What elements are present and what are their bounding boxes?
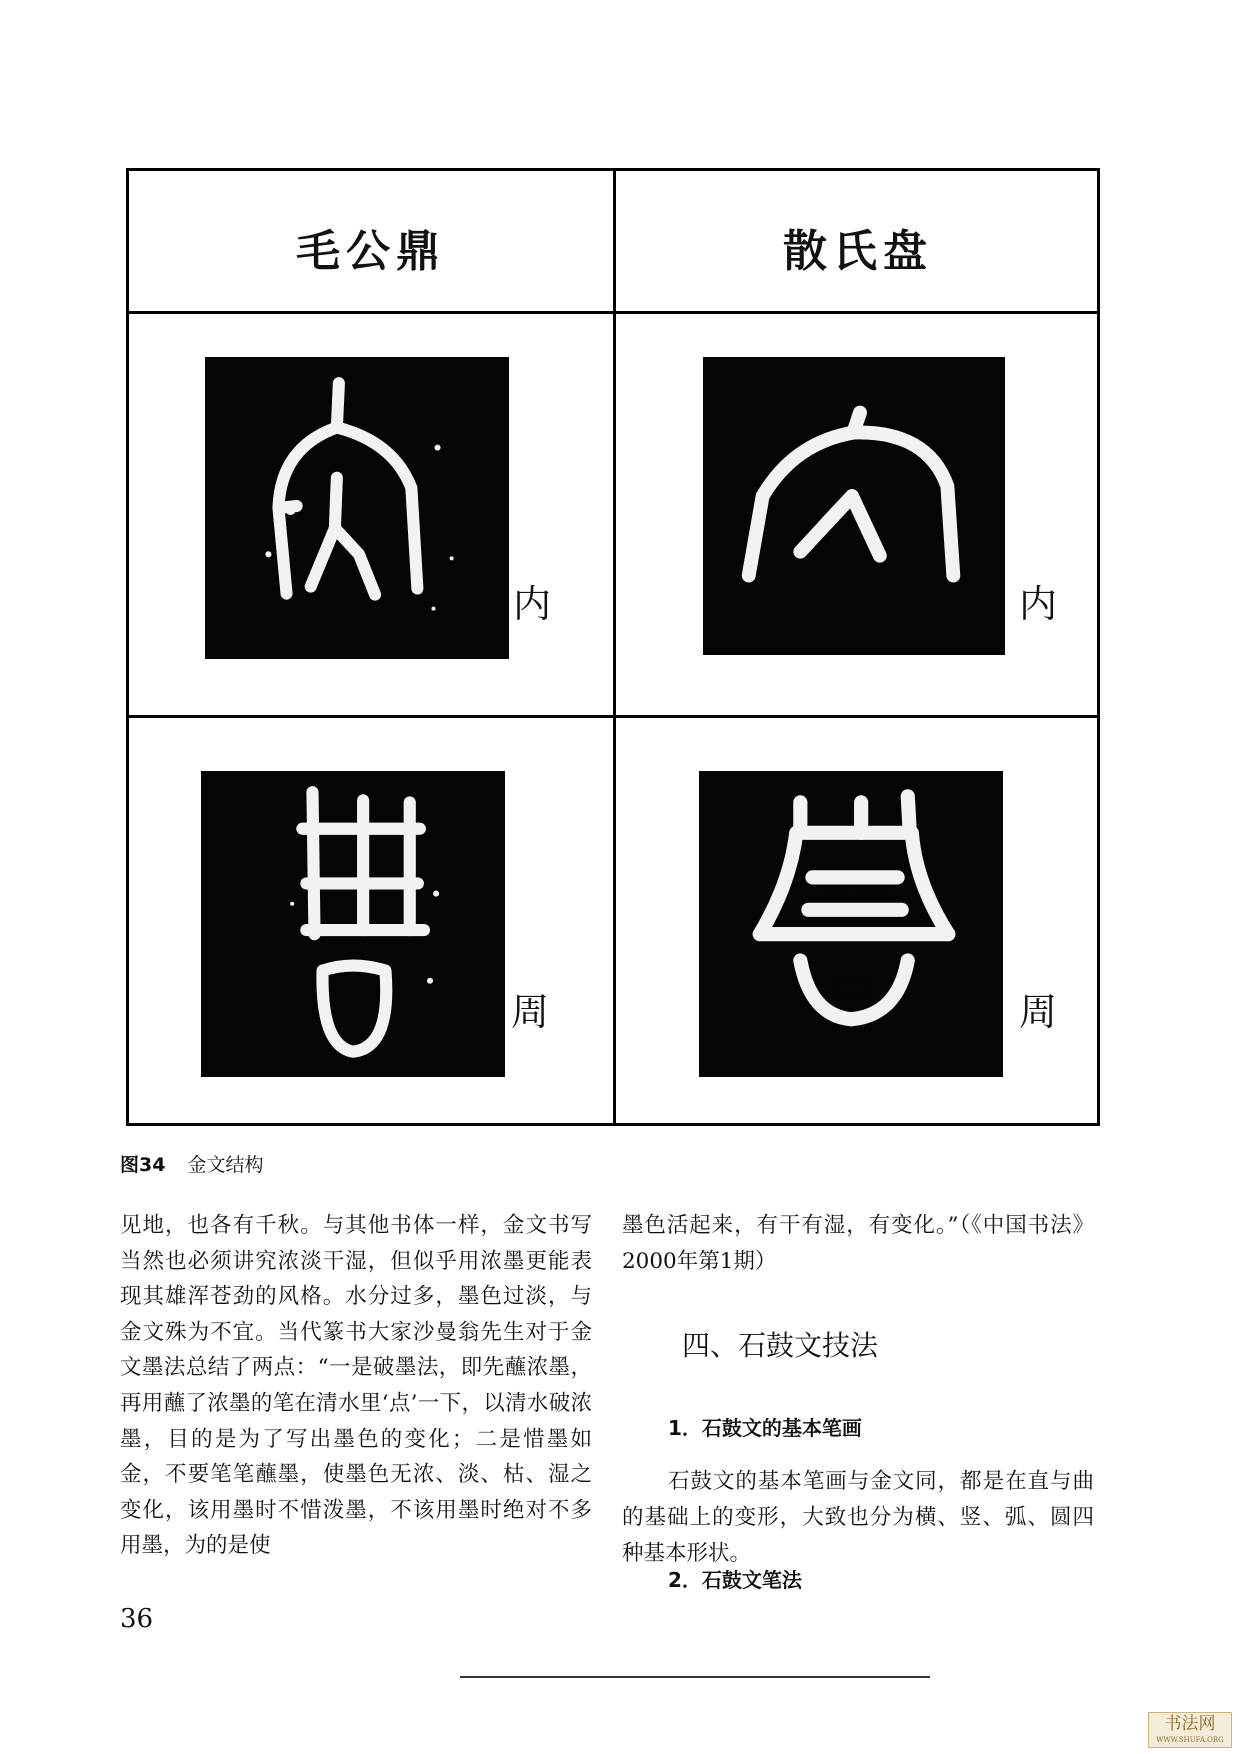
char-label-nei-left: 内 bbox=[513, 582, 552, 626]
rubbing-sanshipan-zhou bbox=[699, 771, 1003, 1077]
char-label-nei-right: 内 bbox=[1019, 582, 1058, 626]
body-text-right-column: 墨色活起来，有干有湿，有变化。”（《中国书法》2000年第1期） bbox=[622, 1213, 1094, 1274]
watermark-url: WWW.SHUFA.ORG bbox=[1156, 1736, 1224, 1744]
rubbing-glyph-zhou-right bbox=[699, 771, 1003, 1077]
paragraph-basic-strokes: 石鼓文的基本笔画与金文同，都是在直与曲的基础上的变形，大致也分为横、竖、弧、圆四种基本形状。 bbox=[622, 1469, 1094, 1566]
rubbing-sanshipan-nei bbox=[703, 357, 1005, 655]
rubbing-maogongding-nei bbox=[205, 357, 509, 659]
char-label-zhou-right: 周 bbox=[1019, 990, 1058, 1034]
watermark-text: 书法网 bbox=[1164, 1714, 1216, 1734]
footer-rule bbox=[460, 1676, 930, 1678]
body-text-left-column: 见地，也各有千秋。与其他书体一样，金文书写当然也必须讲究浓淡干湿，但似乎用浓墨更能表现其雄浑苍劲的风格。水分过多，墨色过淡，与金文殊为不宜。当代篆书大家沙曼翁先生对于金文墨法总结了两点：“一是破墨法，即先蘸浓墨，再用蘸了浓墨的笔在清水里‘点’一下，以清水破浓墨，目的是为了写出墨色的变化；二是惜墨如金，不要笔笔蘸墨，使墨色无浓、淡、枯、湿之变化，该用墨时不惜泼墨，不该用墨时绝对不多用墨，为的是使 bbox=[120, 1213, 592, 1559]
rubbing-maogongding-zhou bbox=[201, 771, 505, 1077]
column-title-sanshipan: 散氏盘 bbox=[783, 226, 933, 277]
char-label-zhou-left: 周 bbox=[511, 990, 550, 1034]
figure-table bbox=[126, 168, 1100, 1126]
page-number: 36 bbox=[120, 1604, 154, 1634]
figure-number: 图34 bbox=[120, 1154, 166, 1176]
rubbing-glyph-nei-right bbox=[703, 357, 1005, 655]
rubbing-glyph-nei-left bbox=[205, 357, 509, 659]
section-title: 四、石鼓文技法 bbox=[682, 1329, 879, 1362]
subheading-brush-technique: 2．石鼓文笔法 bbox=[668, 1568, 802, 1592]
figure-caption-text: 金文结构 bbox=[187, 1154, 264, 1176]
subheading-basic-strokes: 1．石鼓文的基本笔画 bbox=[668, 1416, 862, 1440]
rubbing-glyph-zhou-left bbox=[201, 771, 505, 1077]
header-divider bbox=[129, 311, 1097, 314]
row-divider bbox=[129, 715, 1097, 718]
column-title-maogongding: 毛公鼎 bbox=[296, 226, 446, 277]
watermark-logo bbox=[1148, 1712, 1232, 1748]
figure-caption bbox=[120, 1150, 263, 1177]
